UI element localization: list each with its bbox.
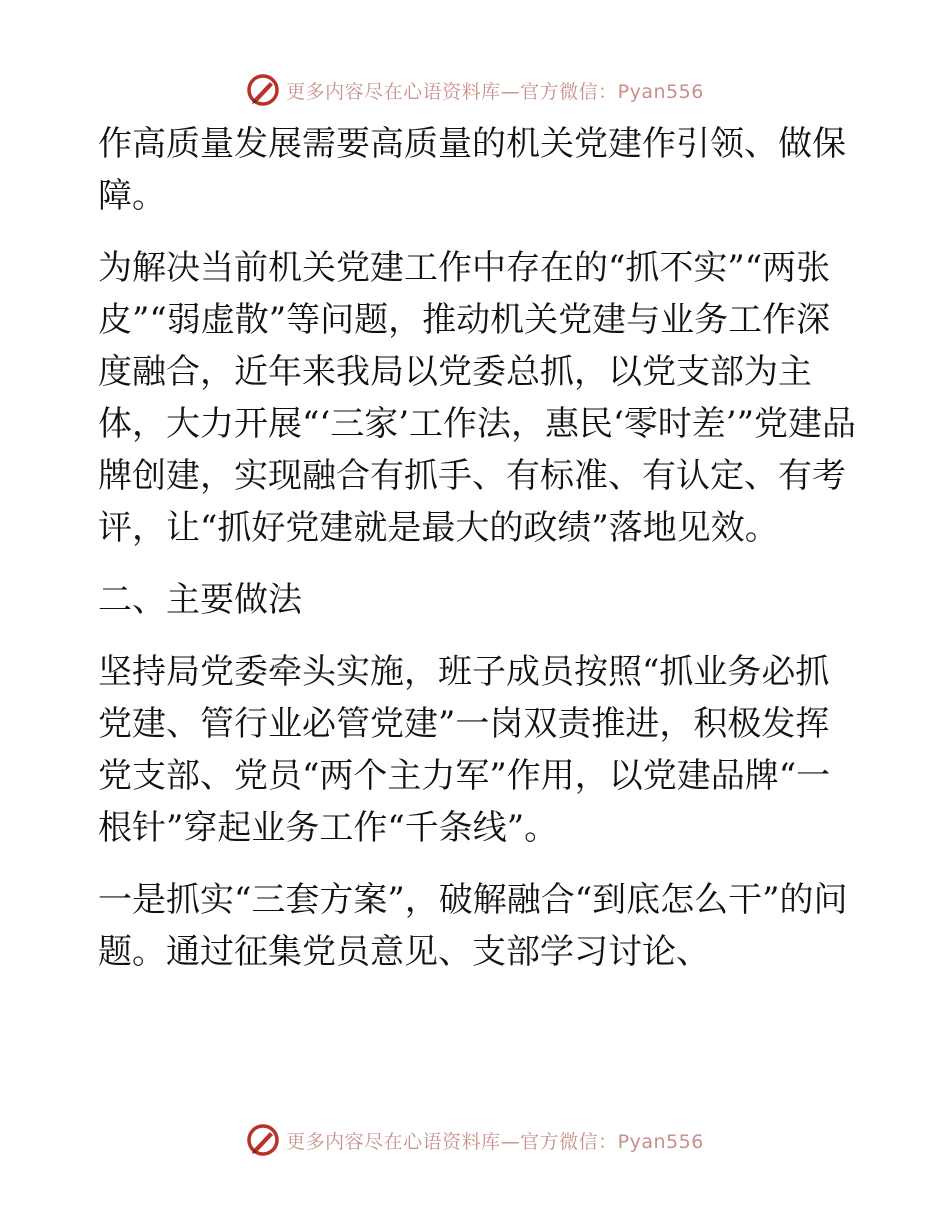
watermark-text: 更多内容尽在心语资料库—官方微信：Pyan556	[286, 80, 704, 103]
paragraph: 坚持局党委牵头实施，班子成员按照“抓业务必抓党建、管行业必管党建”一岗双责推进，积极发挥党支部、党员“两个主力军”作用，以党建品牌“一根针”穿起业务工作“千条线”。	[98, 652, 831, 848]
document-body	[98, 118, 858, 998]
header-watermark-banner	[0, 68, 950, 112]
pen-logo-icon	[246, 73, 280, 107]
paragraph: 为解决当前机关党建工作中存在的“抓不实”“两张皮”“弱虚散”等问题，推动机关党建与业务工作深度融合，近年来我局以党委总抓，以党支部为主体，大力开展“‘三家’工作法，惠民‘零时差’”党建品牌创建，实现融合有抓手、有标准、有认定、有考评，让“抓好党建就是最大的政绩”落地见效。	[98, 248, 856, 548]
paragraph: 一是抓实“三套方案”，破解融合“到底怎么干”的问题。通过征集党员意见、支部学习讨论、	[98, 880, 848, 972]
pen-logo-icon	[246, 1123, 280, 1157]
paragraph: 作高质量发展需要高质量的机关党建作引领、做保障。	[98, 124, 846, 216]
section-heading: 二、主要做法	[98, 580, 302, 620]
footer-watermark-banner	[0, 1118, 950, 1162]
watermark-text: 更多内容尽在心语资料库—官方微信：Pyan556	[286, 1130, 704, 1153]
